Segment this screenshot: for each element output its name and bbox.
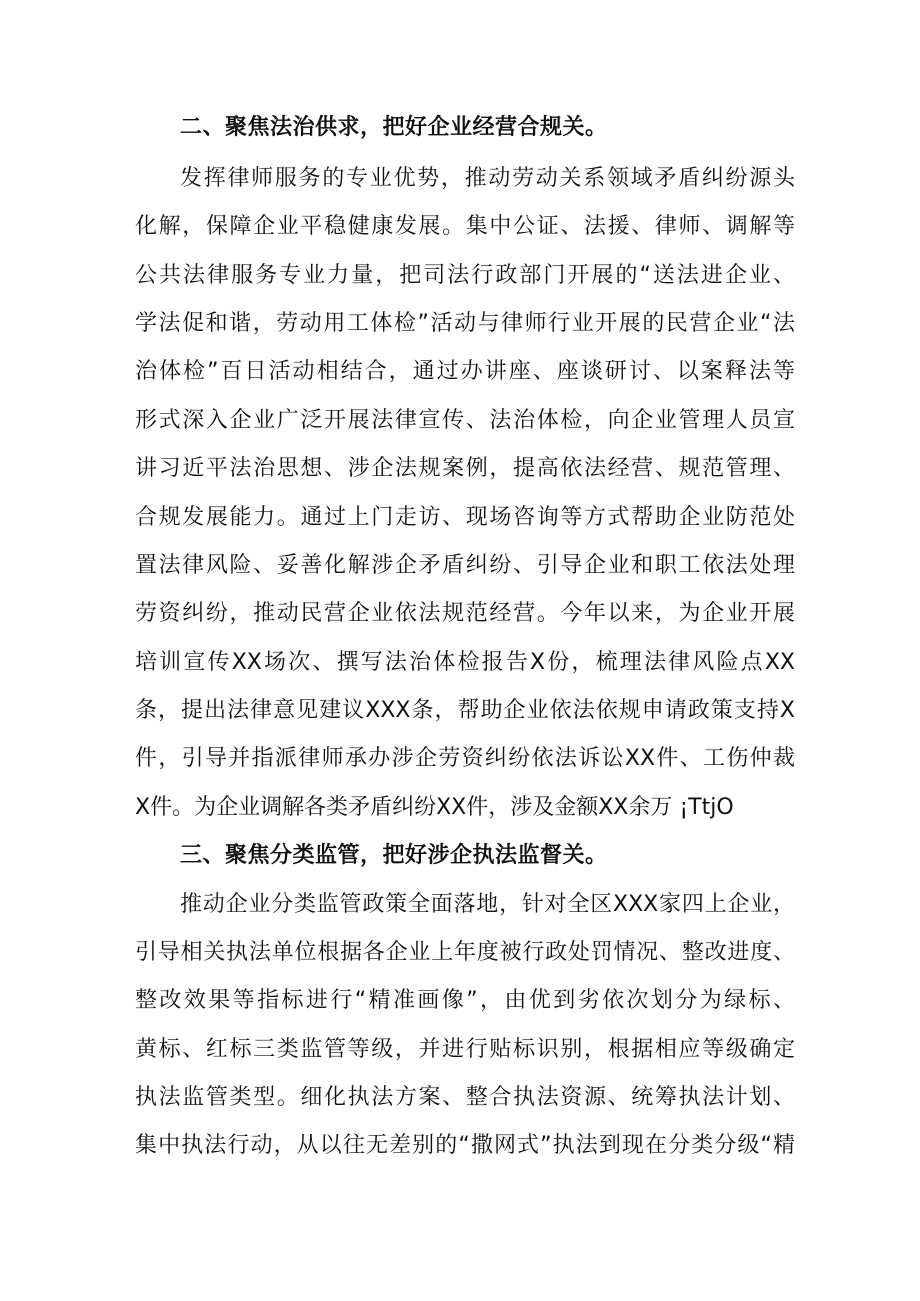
paragraph-line: X件。为企业调解各类矛盾纠纷XX件，涉及金额XX余万 ¡TtjO xyxy=(135,795,734,820)
paragraph-line: 形式深入企业广泛开展法律宣传、法治体检，向企业管理人员宣 xyxy=(135,408,795,433)
paragraph-line: 执法监管类型。细化执法方案、整合执法资源、统筹执法计划、 xyxy=(135,1085,795,1110)
paragraph-line: 治体检”百日活动相结合，通过办讲座、座谈研讨、以案释法等 xyxy=(135,359,795,384)
paragraph-line: 发挥律师服务的专业优势，推动劳动关系领域矛盾纠纷源头 xyxy=(180,166,795,191)
paragraph-line: 培训宣传XX场次、撰写法治体检报告X份，梳理法律风险点XX xyxy=(135,650,795,675)
section-heading-2: 二、聚焦法治供求，把好企业经营合规关。 xyxy=(180,115,608,140)
paragraph-line: 学法促和谐，劳动用工体检”活动与律师行业开展的民营企业“法 xyxy=(135,311,795,336)
paragraph-line: 引导相关执法单位根据各企业上年度被行政处罚情况、整改进度、 xyxy=(135,940,795,965)
paragraph-line: 整改效果等指标进行“精准画像”，由优到劣依次划分为绿标、 xyxy=(135,988,795,1013)
paragraph-line: 合规发展能力。通过上门走访、现场咨询等方式帮助企业防范处 xyxy=(135,505,795,530)
paragraph-line: 件，引导并指派律师承办涉企劳资纠纷依法诉讼XX件、工伤仲裁 xyxy=(135,746,795,771)
paragraph-line: 讲习近平法治思想、涉企法规案例，提高依法经营、规范管理、 xyxy=(135,456,795,481)
paragraph-line: 黄标、红标三类监管等级，并进行贴标识别，根据相应等级确定 xyxy=(135,1037,795,1062)
paragraph-line: 推动企业分类监管政策全面落地，针对全区XXX家四上企业， xyxy=(180,892,795,917)
section-heading-3: 三、聚焦分类监管，把好涉企执法监督关。 xyxy=(180,843,608,868)
paragraph-line: 条，提出法律意见建议XXX条，帮助企业依法依规申请政策支持X xyxy=(135,698,795,723)
paragraph-line: 劳资纠纷，推动民营企业依法规范经营。今年以来，为企业开展 xyxy=(135,601,795,626)
paragraph-line: 公共法律服务专业力量，把司法行政部门开展的“送法进企业、 xyxy=(135,263,795,288)
paragraph-line: 化解，保障企业平稳健康发展。集中公证、法援、律师、调解等 xyxy=(135,214,795,239)
paragraph-line: 置法律风险、妥善化解涉企矛盾纠纷、引导企业和职工依法处理 xyxy=(135,553,795,578)
paragraph-line: 集中执法行动，从以往无差别的“撒网式”执法到现在分类分级“精 xyxy=(135,1133,795,1158)
